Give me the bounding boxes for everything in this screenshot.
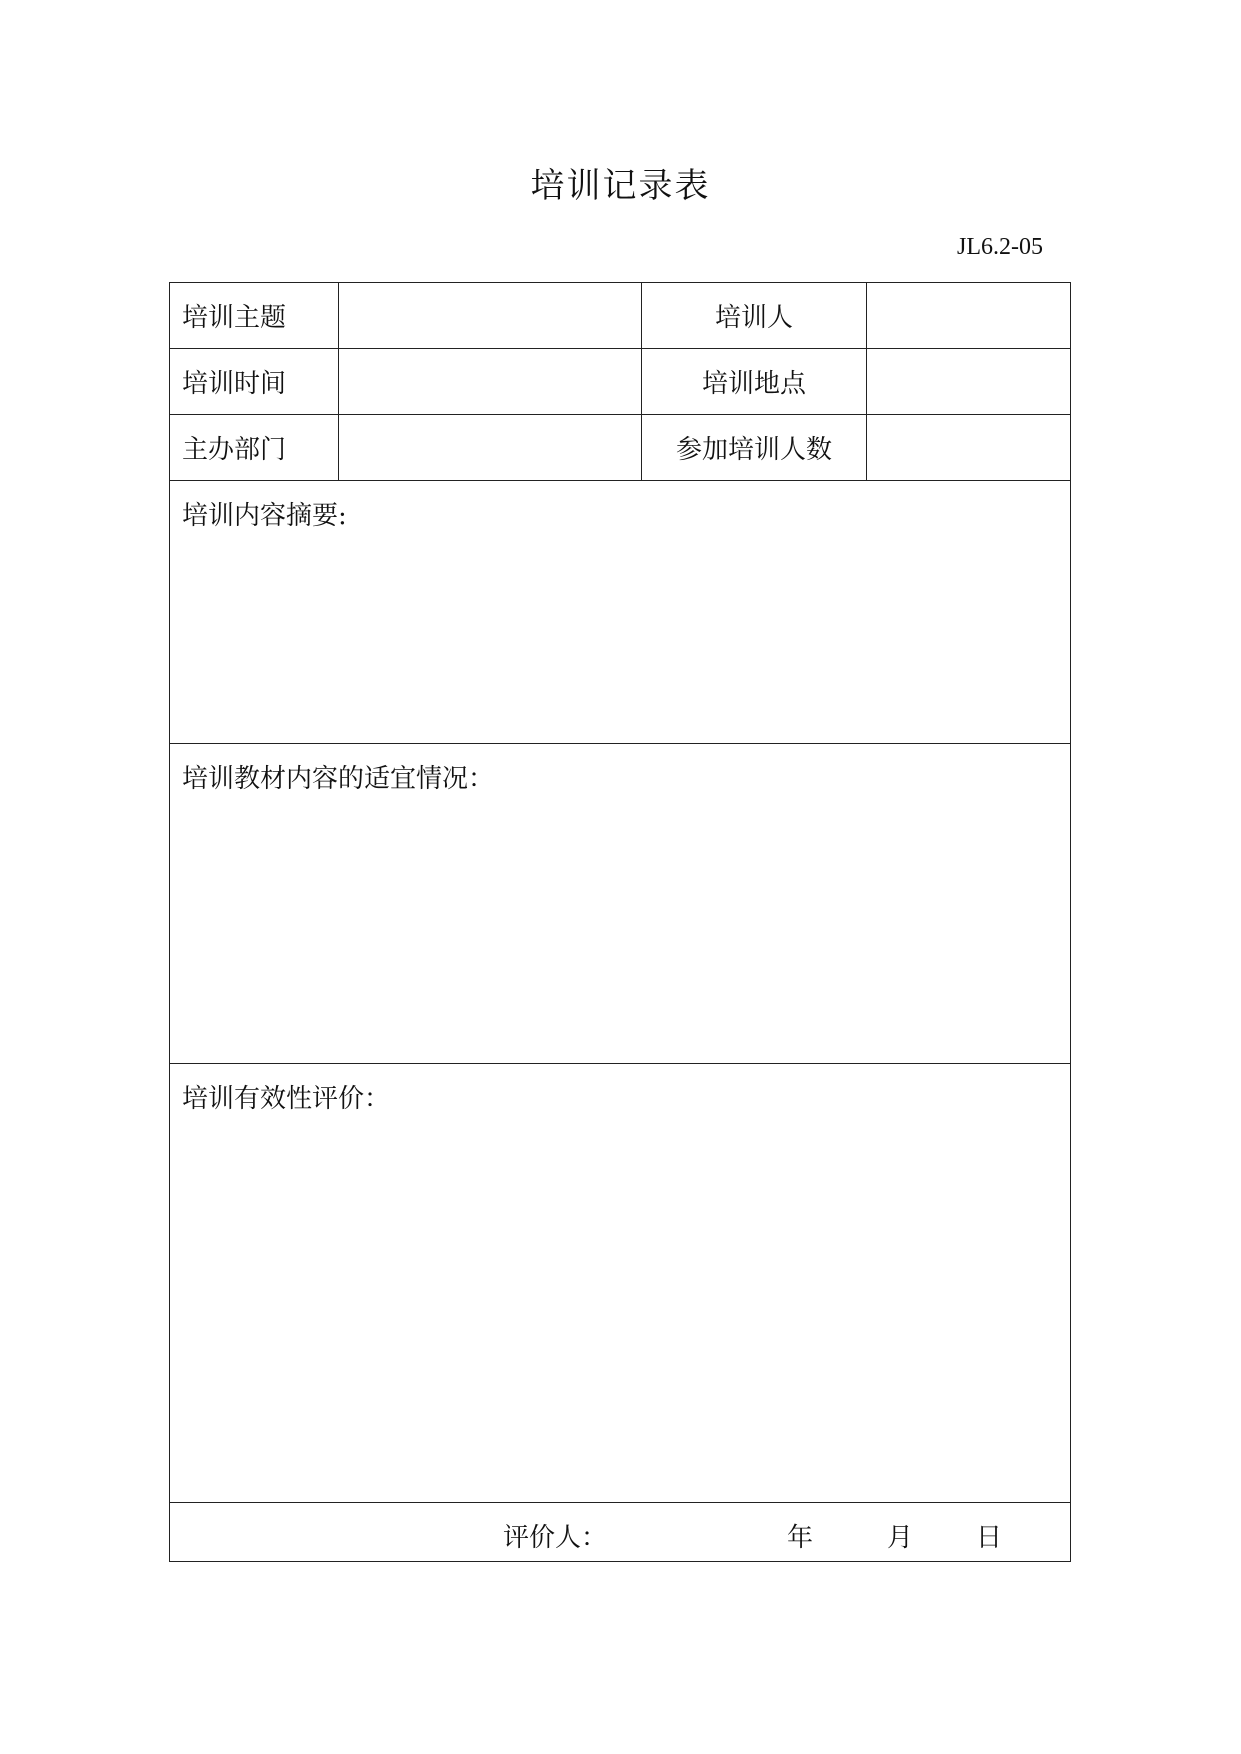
table-row xyxy=(170,1064,1071,1503)
topic-label: 培训主题 xyxy=(170,283,339,349)
material-label: 培训教材内容的适宜情况： xyxy=(182,764,495,794)
department-label: 主办部门 xyxy=(170,415,339,481)
trainer-label: 培训人 xyxy=(642,283,867,349)
material-field[interactable] xyxy=(170,744,1071,1064)
day-label: 日 xyxy=(976,1523,1003,1553)
year-label: 年 xyxy=(787,1523,814,1553)
topic-field[interactable] xyxy=(339,283,642,349)
table-row xyxy=(170,481,1071,744)
trainer-field[interactable] xyxy=(867,283,1071,349)
effectiveness-label: 培训有效性评价： xyxy=(182,1084,391,1114)
table-row xyxy=(170,349,1071,415)
location-field[interactable] xyxy=(867,349,1071,415)
table-row xyxy=(170,283,1071,349)
time-field[interactable] xyxy=(339,349,642,415)
month-label: 月 xyxy=(887,1523,914,1553)
participants-field[interactable] xyxy=(867,415,1071,481)
location-label: 培训地点 xyxy=(642,349,867,415)
document-title: 培训记录表 xyxy=(530,166,711,206)
table-row xyxy=(170,744,1071,1064)
document-code: JL6.2-05 xyxy=(957,234,1043,260)
signature-line xyxy=(170,1503,1070,1561)
summary-field[interactable] xyxy=(170,481,1071,744)
time-label: 培训时间 xyxy=(170,349,339,415)
table-row xyxy=(170,415,1071,481)
table-row xyxy=(170,1503,1071,1562)
evaluator-label: 评价人： xyxy=(503,1523,608,1553)
training-record-table xyxy=(169,282,1071,1562)
summary-label: 培训内容摘要: xyxy=(182,501,347,531)
department-field[interactable] xyxy=(339,415,642,481)
signature-row[interactable] xyxy=(170,1503,1071,1562)
participants-label: 参加培训人数 xyxy=(642,415,867,481)
effectiveness-field[interactable] xyxy=(170,1064,1071,1503)
